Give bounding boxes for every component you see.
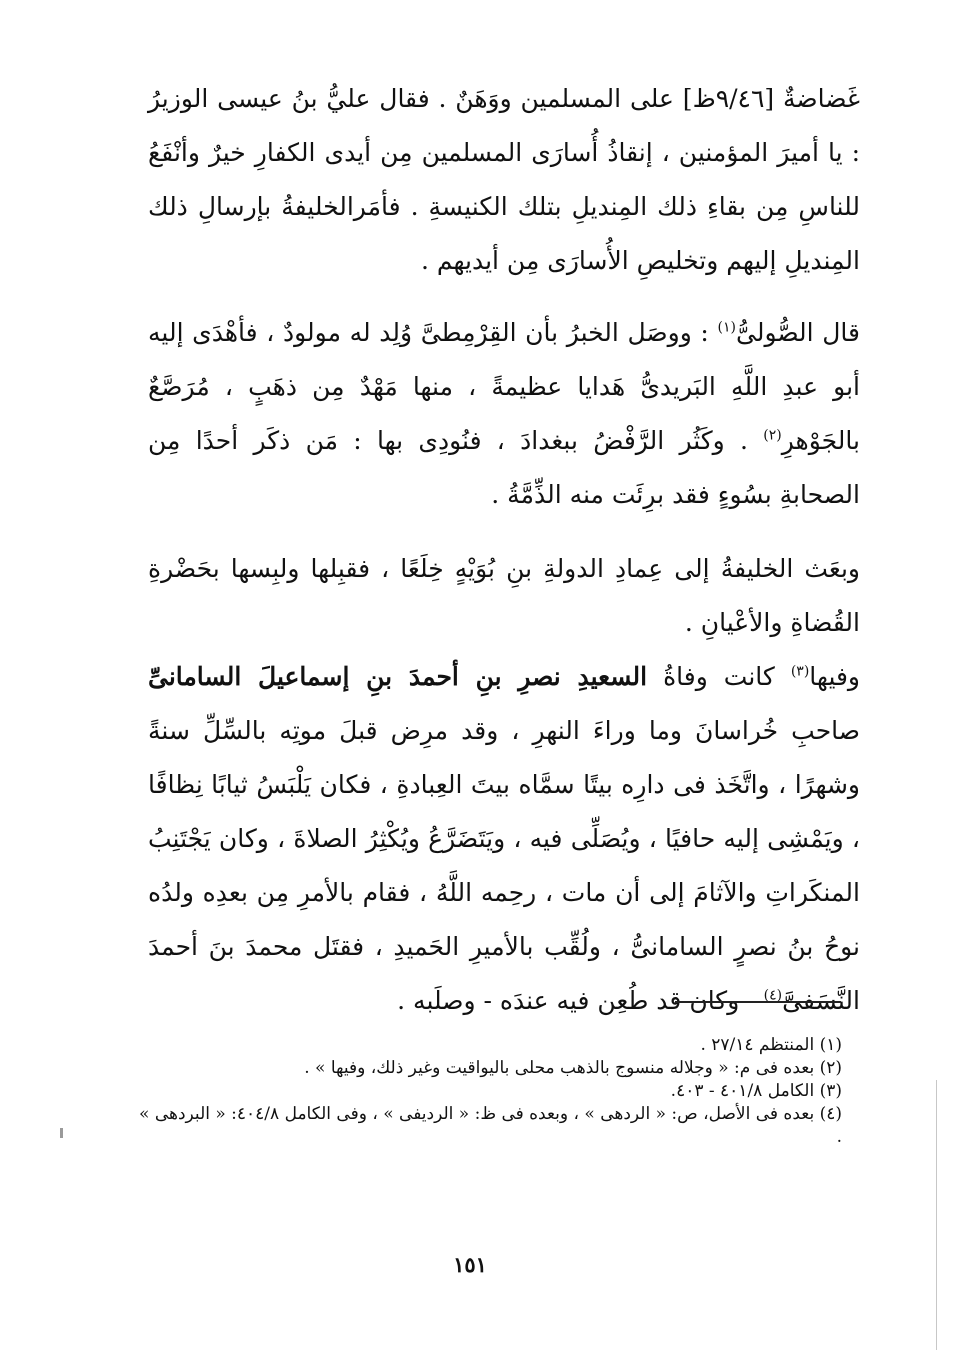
footnote-ref-4[interactable]: (٤): [763, 987, 783, 1004]
footnote-ref-1[interactable]: (١): [717, 319, 736, 336]
paragraph-3: [148, 542, 860, 650]
paragraph-2-text-a: قال الصُّولىُّ: [736, 318, 861, 347]
scan-edge-line: [936, 1080, 937, 1350]
footnote-2: (٢) بعده فى م: « وجلاله منسوج بالذهب محلى باليواقيت وغير ذلك، وفيها » .: [304, 1058, 842, 1078]
footnote-ref-2[interactable]: (٢): [763, 427, 782, 444]
paragraph-2-text-b: : ووصَل الخبرُ بأن القِرْمِطىَّ وُلِد له مولودٌ ، فأهْدَى إليه أبو عبدِ اللَّهِ البَريدىُّ هَدايا عظيمةً ، منها مَهْدٌ مِن ذهَبٍ ، مُرَصَّعٌ بالجَوْهرِ: [148, 318, 860, 455]
paragraph-2: [148, 306, 860, 522]
paragraph-2-text-c: . وكَثُر الرَّفْضُ ببغدادَ ، فنُودِى بها : مَن ذكَر أحدًا مِن الصحابةِ بسُوءٍ فقد برِئَت منه الذِّمَّةُ .: [148, 426, 860, 509]
page-number: ١٥١: [453, 1252, 487, 1277]
paragraph-4: [148, 650, 860, 1028]
paragraph-4-text-a: وفيها: [809, 662, 861, 691]
paragraph-1-text: غَضاضةٌ [٩/٤٦ظ] على المسلمين ووَهَنٌ . فقال عليُّ بنُ عيسى الوزيرُ : يا أميرَ المؤمنين ، إنقاذُ أُسارَى المسلمين مِن أيدى الكفارِ خيرٌ وأنْفَعُ للناسِ مِن بقاءِ ذلك المِنديلِ بتلك الكنيسةِ . فأمَرالخليفةُ بإرسالِ ذلك المِنديلِ إليهم وتخليصِ الأُسارَى مِن أيديهم .: [148, 84, 861, 275]
footnote-3: (٣) الكامل ٤٠١/٨ - ٤٠٣.: [670, 1081, 842, 1101]
footnote-divider: [675, 1001, 841, 1003]
paragraph-4-text-b: كانت وفاةُ: [647, 662, 791, 691]
person-name-bold: السعيدِ نصرِ بنِ أحمدَ بنِ إسماعيلَ السامانىِّ: [148, 662, 648, 691]
margin-mark: [60, 1128, 63, 1138]
footnote-ref-3[interactable]: (٣): [790, 663, 810, 680]
footnotes-section: [130, 1034, 842, 1149]
paragraph-3-text: وبعَث الخليفةُ إلى عِمادِ الدولةِ بنِ بُوَيْهٍ خِلَعًا ، فقبِلها ولبِسها بحَضْرةِ القُضاةِ والأعْيانِ .: [148, 554, 860, 637]
paragraph-1: [148, 72, 860, 288]
footnote-4: (٤) بعده فى الأصل، ص: « الردهى » ، وبعده فى ظ: « الرديفى » ، وفى الكامل ٤٠٤/٨: « البردهى » .: [139, 1104, 842, 1147]
paragraph-4-text-d: - وكان قد طُعِن فيه عندَه - وصلَبه .: [397, 986, 764, 1015]
paragraph-4-text-c: صاحبِ خُراسانَ وما وراءَ النهرِ ، وقد مرِض قبلَ موتِه بالسِّلِّ سنةً وشهرًا ، واتَّخَذ فى دارِه بيتًا سمَّاه بيتَ العِبادةِ ، فكان يَلْبَسُ ثيابًا نِظافًا ، ويَمْشِى إليه حافيًا ، ويُصَلِّى فيه ، ويَتَضَرَّعُ ويُكْثِرُ الصلاةَ ، وكان يَجْتَنِبُ المنكَراتِ والآثامَ إلى أن مات ، رحِمه اللَّهُ ، فقام بالأمرِ مِن بعدِه ولدُه نوحُ بنُ نصرٍ السامانىُّ ، ولُقِّب بالأميرِ الحَميدِ ، فقتَل محمدَ بنَ أحمدَ النَّسَفىَّ: [148, 716, 860, 1015]
footnote-1: (١) المنتظم ٢٧/١٤ .: [700, 1035, 842, 1055]
